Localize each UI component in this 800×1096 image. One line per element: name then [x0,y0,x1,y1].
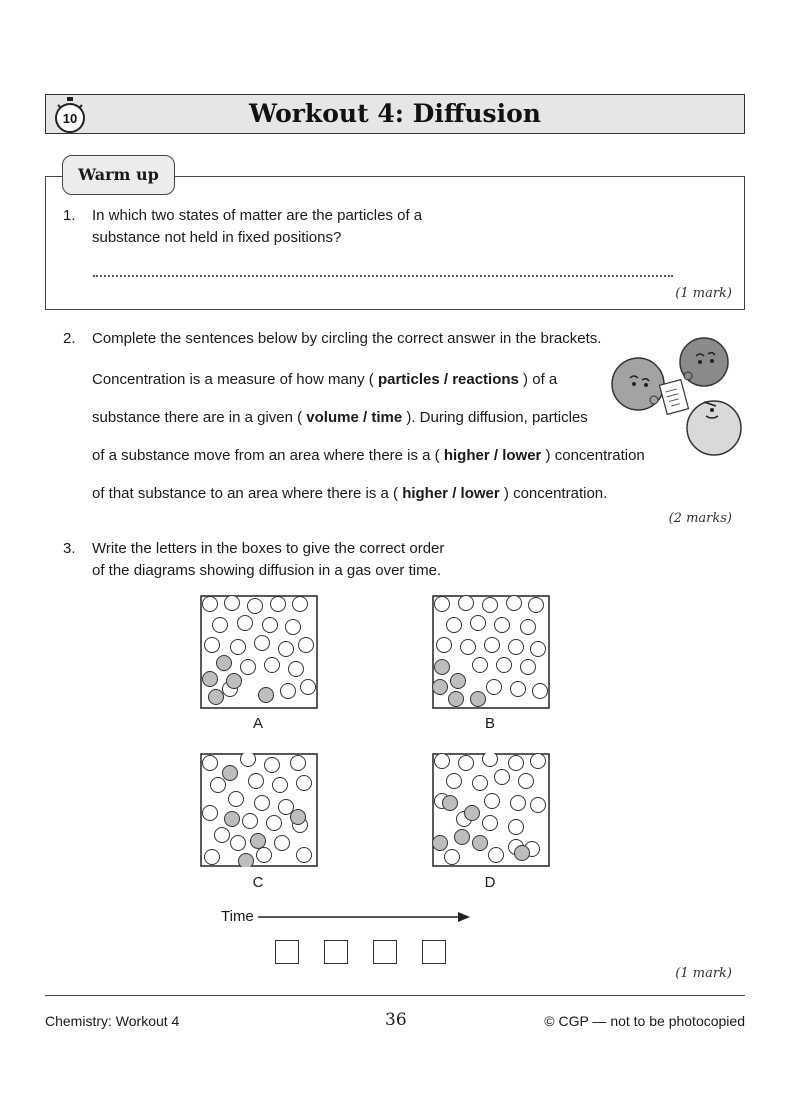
time-label: Time [221,908,254,925]
grey-particle [473,836,488,851]
q3-line2: of the diagrams showing diffusion in a gas over time. [92,562,442,579]
grey-particle [227,674,242,689]
white-particle [213,618,228,633]
white-particle [507,596,522,611]
white-particle [483,598,498,613]
question-1 [63,205,423,249]
grey-particle [225,812,240,827]
white-particle [291,756,306,771]
white-particle [521,660,536,675]
answer-box-4[interactable] [422,940,446,964]
option-time[interactable]: time [371,409,403,426]
q1-marks: (1 mark) [675,286,732,301]
question-3 [63,538,445,582]
white-particle [299,638,314,653]
white-particle [487,680,502,695]
white-particle [231,640,246,655]
white-particle [483,753,498,767]
white-particle [231,836,246,851]
q3-number: 3. [63,540,76,557]
white-particle [509,820,524,835]
white-particle [286,620,301,635]
white-particle [521,620,536,635]
q3-line1: Write the letters in the boxes to give the correct order [92,540,445,557]
diagram-label-d: D [484,874,496,891]
option-lower-1[interactable]: lower [502,447,542,464]
grey-particle [203,672,218,687]
white-particle [435,597,450,612]
white-particle [279,642,294,657]
diagram-a [200,595,318,709]
white-particle [273,778,288,793]
white-particle [447,774,462,789]
white-particle [509,640,524,655]
option-volume[interactable]: volume [306,409,359,426]
white-particle [279,800,294,815]
white-particle [459,756,474,771]
white-particle [229,792,244,807]
white-particle [257,848,272,863]
answer-box-3[interactable] [373,940,397,964]
white-particle [238,616,253,631]
answer-box-1[interactable] [275,940,299,964]
white-particle [519,774,534,789]
white-particle [297,848,312,863]
white-particle [205,638,220,653]
white-particle [531,754,546,769]
white-particle [511,796,526,811]
q2-number: 2. [63,330,76,347]
white-particle [255,796,270,811]
grey-particle [449,692,464,707]
white-particle [275,836,290,851]
answer-box-2[interactable] [324,940,348,964]
white-particle [289,662,304,677]
footer-divider [45,995,745,996]
time-arrow-icon [258,908,472,926]
grey-particle [435,660,450,675]
grey-particle [223,766,238,781]
white-particle [437,638,452,653]
white-particle [248,599,263,614]
option-higher-2[interactable]: higher [402,485,449,502]
q2-sentence-3: of a substance move from an area where there is a ( higher / lower ) concentration [92,447,645,464]
option-higher-1[interactable]: higher [443,447,490,464]
white-particle [447,618,462,633]
q1-line2: substance not held in fixed positions? [92,229,342,246]
white-particle [511,682,526,697]
white-particle [281,684,296,699]
warmup-tab: Warm up [62,155,175,195]
q2-sentence-4: of that substance to an area where there is a ( higher / lower ) concentration. [92,485,608,502]
white-particle [485,794,500,809]
white-particle [445,850,460,865]
white-particle [205,850,220,865]
white-particle [459,596,474,611]
white-particle [211,778,226,793]
white-particle [473,658,488,673]
white-particle [203,597,218,612]
white-particle [297,776,312,791]
diagram-label-c: C [252,874,264,891]
footer-left: Chemistry: Workout 4 [45,1013,180,1029]
grey-particle [259,688,274,703]
white-particle [529,598,544,613]
timer-minutes: 10 [62,111,78,126]
grey-particle [291,810,306,825]
white-particle [471,616,486,631]
grey-particle [251,834,266,849]
white-particle [489,848,504,863]
white-particle [215,828,230,843]
white-particle [531,798,546,813]
q2-sentence-2: substance there are in a given ( volume / time ). During diffusion, particles [92,409,588,426]
white-particle [265,758,280,773]
white-particle [255,636,270,651]
white-particle [203,756,218,771]
white-particle [265,658,280,673]
option-particles[interactable]: particles [377,371,440,388]
white-particle [497,658,512,673]
grey-particle [239,854,254,868]
white-particle [241,660,256,675]
grey-particle [465,806,480,821]
particle-characters-illustration [608,336,748,466]
grey-particle [455,830,470,845]
page-number: 36 [385,1010,407,1030]
white-particle [263,618,278,633]
diagram-c [200,753,318,867]
grey-particle [433,680,448,695]
grey-particle [443,796,458,811]
option-reactions[interactable]: reactions [452,371,519,388]
white-particle [267,816,282,831]
white-particle [243,814,258,829]
diagram-label-a: A [252,715,263,732]
white-particle [435,754,450,769]
option-lower-2[interactable]: lower [460,485,500,502]
grey-particle [515,846,530,861]
white-particle [473,776,488,791]
white-particle [293,597,308,612]
grey-particle [217,656,232,671]
grey-particle [209,690,224,705]
grey-particle [451,674,466,689]
q1-number: 1. [63,207,76,224]
white-particle [225,596,240,611]
diagram-label-b: B [484,715,495,732]
q2-sentence-1: Concentration is a measure of how many ( particles / reactions ) of a [92,371,558,388]
question-2 [63,328,602,350]
white-particle [485,638,500,653]
page-title: Workout 4: Diffusion [249,99,541,128]
white-particle [301,680,316,695]
white-particle [495,770,510,785]
q2-marks: (2 marks) [668,511,732,526]
diagram-d [432,753,550,867]
white-particle [241,753,256,767]
q1-line1: In which two states of matter are the particles of a [92,207,423,224]
white-particle [249,774,264,789]
q2-prompt: Complete the sentences below by circling the correct answer in the brackets. [92,330,602,347]
stopwatch-icon [52,96,88,134]
grey-particle [471,692,486,707]
white-particle [509,756,524,771]
q3-marks: (1 mark) [675,966,732,981]
white-particle [203,806,218,821]
white-particle [533,684,548,699]
footer-right: © CGP — not to be photocopied [544,1013,745,1029]
white-particle [461,640,476,655]
title-bar [45,94,745,134]
q1-answer-line[interactable] [93,265,673,277]
grey-particle [433,836,448,851]
white-particle [531,642,546,657]
diagram-b [432,595,550,709]
white-particle [495,618,510,633]
white-particle [483,816,498,831]
white-particle [271,597,286,612]
